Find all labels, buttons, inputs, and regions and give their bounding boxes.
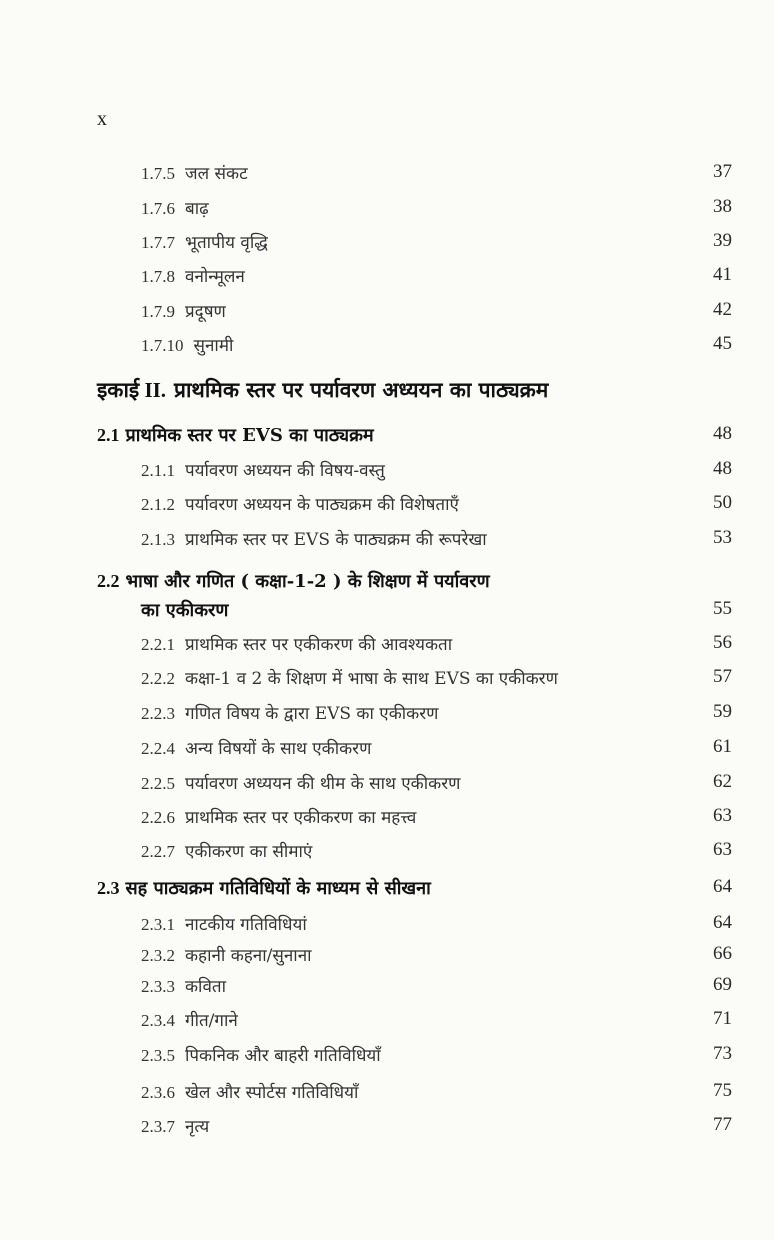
toc-entry-number: 2.2.5 xyxy=(141,774,175,793)
toc-entry-number: 2.3.5 xyxy=(141,1046,175,1065)
toc-entry-page: 37 xyxy=(713,161,732,182)
toc-entry-number: 2.2.1 xyxy=(141,635,175,654)
toc-entry-text xyxy=(97,876,431,900)
toc-entry-title: प्राथमिक स्तर पर एकीकरण की आवश्यकता xyxy=(185,635,453,655)
toc-entry-title: का एकीकरण xyxy=(141,600,229,621)
toc-entry-text xyxy=(141,264,245,287)
toc-entry-number: 2.2.6 xyxy=(141,808,175,827)
toc-entry-title: प्राथमिक स्तर पर EVS के पाठ्यक्रम की रूपरेखा xyxy=(185,530,487,550)
toc-entry-text xyxy=(141,492,459,515)
toc-entry-page: 38 xyxy=(713,196,732,217)
toc-entry-text xyxy=(141,527,487,550)
toc-entry-page: 64 xyxy=(713,876,732,897)
toc-entry-number: 2.2.7 xyxy=(141,842,175,861)
toc-entry-page: 39 xyxy=(713,230,732,251)
toc-entry-text xyxy=(141,736,371,759)
toc-entry-page: 69 xyxy=(713,974,732,995)
toc-entry-title: गीत/गाने xyxy=(185,1011,238,1031)
toc-entry-title: बाढ़ xyxy=(185,199,209,219)
toc-entry-page: 42 xyxy=(713,299,732,320)
toc-entry[interactable] xyxy=(0,329,774,361)
toc-entry[interactable] xyxy=(0,372,774,404)
toc-entry-text xyxy=(141,458,385,481)
toc-entry-page: 75 xyxy=(713,1080,732,1101)
toc-entry-title: सह पाठ्यक्रम गतिविधियों के माध्यम से सीखना xyxy=(125,878,431,899)
toc-entry[interactable] xyxy=(0,157,774,189)
toc-entry-title: सुनामी xyxy=(193,336,234,356)
toc-entry-text xyxy=(141,1043,381,1066)
toc-entry-number: 2.3.1 xyxy=(141,915,175,934)
toc-entry-number: 1.7.7 xyxy=(141,233,175,252)
toc-entry-title: कक्षा-1 व 2 के शिक्षण में भाषा के साथ EVS का एकीकरण xyxy=(185,669,558,689)
toc-entry-title: नाटकीय गतिविधियां xyxy=(185,915,307,935)
toc-entry-number: 2.3 xyxy=(97,878,120,898)
toc-entry[interactable] xyxy=(0,523,774,555)
toc-entry-number: 2.1.3 xyxy=(141,530,175,549)
toc-entry-title: प्रदूषण xyxy=(185,302,226,322)
toc-entry-number: 2.1 xyxy=(97,425,120,445)
toc-entry-title: एकीकरण का सीमाएं xyxy=(185,842,313,862)
toc-entry-number: 2.3.6 xyxy=(141,1083,175,1102)
toc-entry[interactable] xyxy=(0,1004,774,1036)
toc-entry[interactable] xyxy=(0,594,774,626)
toc-entry-number: 2.3.2 xyxy=(141,946,175,965)
toc-entry-title: पर्यावरण अध्ययन की थीम के साथ एकीकरण xyxy=(185,774,461,794)
toc-entry[interactable] xyxy=(0,488,774,520)
toc-entry-text xyxy=(141,632,452,655)
toc-entry[interactable] xyxy=(0,1076,774,1108)
toc-entry-title: गणित विषय के द्वारा EVS का एकीकरण xyxy=(185,704,439,724)
toc-entry-page: 56 xyxy=(713,632,732,653)
toc-entry-number: 1.7.8 xyxy=(141,267,175,286)
toc-entry-page: 64 xyxy=(713,912,732,933)
toc-entry-number: 2.3.7 xyxy=(141,1117,175,1136)
toc-entry-number: 1.7.5 xyxy=(141,164,175,183)
toc-entry-text xyxy=(141,974,226,997)
toc-entry-title: पर्यावरण अध्ययन की विषय-वस्तु xyxy=(185,461,385,481)
toc-entry-number: 2.2 xyxy=(97,571,120,591)
toc-entry[interactable] xyxy=(0,628,774,660)
toc-entry-page: 50 xyxy=(713,492,732,513)
toc-entry-text xyxy=(97,376,548,404)
toc-entry-text xyxy=(141,299,226,322)
toc-entry-text xyxy=(141,666,558,689)
toc-entry[interactable] xyxy=(0,835,774,867)
toc-entry-text xyxy=(141,196,209,219)
toc-entry[interactable] xyxy=(0,1110,774,1142)
toc-entry-text xyxy=(97,423,374,447)
toc-entry-text xyxy=(141,805,416,828)
toc-entry-number: 2.2.2 xyxy=(141,669,175,688)
toc-entry-title: नृत्य xyxy=(185,1117,210,1137)
page-number: x xyxy=(97,108,107,130)
toc-entry-page: 45 xyxy=(713,333,732,354)
toc-entry[interactable] xyxy=(0,192,774,224)
toc-entry-page: 71 xyxy=(713,1008,732,1029)
toc-entry-page: 63 xyxy=(713,839,732,860)
toc-entry-page: 53 xyxy=(713,527,732,548)
toc-entry[interactable] xyxy=(0,260,774,292)
toc-entry-text xyxy=(141,771,460,794)
toc-entry-title: कहानी कहना/सुनाना xyxy=(185,946,312,966)
toc-entry[interactable] xyxy=(0,767,774,799)
toc-entry-page: 63 xyxy=(713,805,732,826)
toc-entry-text xyxy=(141,230,268,253)
toc-entry-page: 62 xyxy=(713,771,732,792)
toc-entry-title: पिकनिक और बाहरी गतिविधियाँ xyxy=(185,1046,381,1066)
toc-entry-title: प्राथमिक स्तर पर EVS का पाठ्यक्रम xyxy=(125,425,374,446)
toc-entry-title: अन्य विषयों के साथ एकीकरण xyxy=(185,739,372,759)
toc-entry[interactable] xyxy=(0,697,774,729)
toc-entry[interactable] xyxy=(0,970,774,1002)
toc-entry-page: 48 xyxy=(713,423,732,444)
toc-entry[interactable] xyxy=(0,1039,774,1071)
toc-entry-page: 77 xyxy=(713,1114,732,1135)
toc-entry[interactable] xyxy=(0,454,774,486)
toc-entry-title: प्राथमिक स्तर पर पर्यावरण अध्ययन का पाठ्यक्रम xyxy=(174,377,549,402)
toc-entry-number: 2.3.3 xyxy=(141,977,175,996)
toc-entry-page: 41 xyxy=(713,264,732,285)
toc-entry-text xyxy=(141,1008,238,1031)
toc-entry[interactable] xyxy=(0,872,774,904)
toc-entry-text xyxy=(141,333,233,356)
toc-entry[interactable] xyxy=(0,662,774,694)
toc-entry-text xyxy=(141,598,228,622)
toc-entry-number: 2.3.4 xyxy=(141,1011,175,1030)
toc-entry-page: 48 xyxy=(713,458,732,479)
toc-entry-page: 57 xyxy=(713,666,732,687)
toc-entry[interactable] xyxy=(0,295,774,327)
toc-entry-text xyxy=(141,943,312,966)
toc-entry-page: 55 xyxy=(713,598,732,619)
toc-entry-number: 1.7.9 xyxy=(141,302,175,321)
toc-entry-page: 59 xyxy=(713,701,732,722)
toc-entry-title: वनोन्मूलन xyxy=(185,267,245,287)
toc-entry-title: भाषा और गणित ( कक्षा-1-2 ) के शिक्षण में पर्यावरण xyxy=(125,571,490,592)
toc-entry-number: 2.2.3 xyxy=(141,704,175,723)
toc-entry-title: प्राथमिक स्तर पर एकीकरण का महत्त्व xyxy=(185,808,417,828)
toc-entry-text xyxy=(141,701,438,724)
toc-entry[interactable] xyxy=(0,908,774,940)
toc-entry-title: खेल और स्पोर्टस गतिविधियाँ xyxy=(185,1083,359,1103)
toc-entry-title: जल संकट xyxy=(185,164,248,184)
toc-entry[interactable] xyxy=(0,565,774,597)
toc-entry-number: 2.1.2 xyxy=(141,495,175,514)
toc-entry[interactable] xyxy=(0,801,774,833)
toc-entry-title: भूतापीय वृद्धि xyxy=(185,233,268,253)
toc-entry[interactable] xyxy=(0,732,774,764)
toc-entry-page: 73 xyxy=(713,1043,732,1064)
toc-entry-page: 66 xyxy=(713,943,732,964)
toc-entry-number: 2.1.1 xyxy=(141,461,175,480)
toc-entry-text xyxy=(141,912,307,935)
toc-entry-text xyxy=(141,1080,358,1103)
toc-entry-title: कविता xyxy=(185,977,227,997)
toc-entry-number: इकाई II. xyxy=(97,378,167,402)
toc-entry-number: 1.7.10 xyxy=(141,336,184,355)
toc-entry[interactable] xyxy=(0,226,774,258)
toc-entry-text xyxy=(141,161,248,184)
toc-entry[interactable] xyxy=(0,939,774,971)
toc-entry-text xyxy=(141,1114,209,1137)
toc-entry-page: 61 xyxy=(713,736,732,757)
toc-entry-title: पर्यावरण अध्ययन के पाठ्यक्रम की विशेषताएँ xyxy=(185,495,459,515)
toc-entry-number: 1.7.6 xyxy=(141,199,175,218)
toc-entry[interactable] xyxy=(0,419,774,451)
toc-entry-text xyxy=(97,569,490,593)
toc-entry-number: 2.2.4 xyxy=(141,739,175,758)
toc-entry-text xyxy=(141,839,312,862)
